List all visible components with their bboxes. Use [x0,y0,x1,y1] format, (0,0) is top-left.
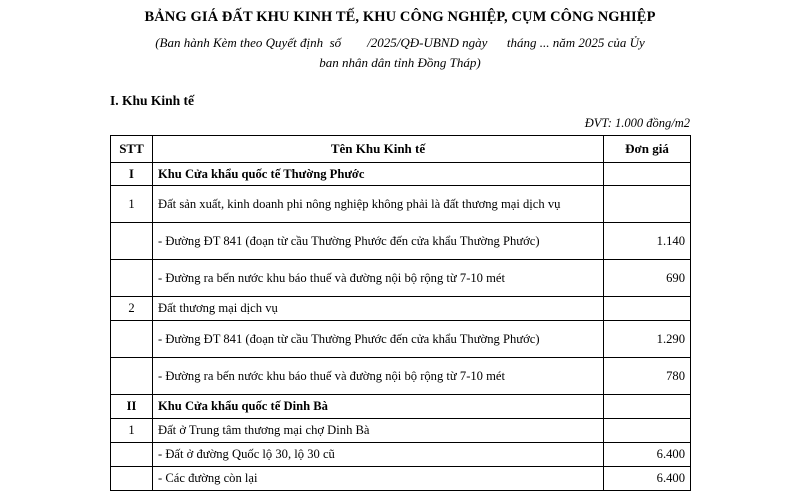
document-subtitle [110,33,690,72]
cell-name: - Đường ĐT 841 (đoạn từ cầu Thường Phước đến cửa khẩu Thường Phước) [153,321,604,358]
section-heading: I. Khu Kinh tế [110,93,195,109]
cell-price [604,395,691,419]
cell-stt [111,358,153,395]
cell-name: Đất ở Trung tâm thương mại chợ Dinh Bà [153,419,604,443]
cell-price: 780 [604,358,691,395]
table-header [111,136,691,162]
table-row [111,443,691,467]
cell-name: - Đất ở đường Quốc lộ 30, lộ 30 cũ [153,443,604,467]
cell-stt [111,443,153,467]
cell-price: 6.400 [604,443,691,467]
cell-name: Khu Cửa khẩu quốc tế Thường Phước [153,162,604,186]
table-row [111,466,691,490]
table-body [111,162,691,490]
column-header-price: Đơn giá [604,136,691,162]
column-header-stt: STT [111,136,153,162]
cell-name: Đất sản xuất, kinh doanh phi nông nghiệp không phải là đất thương mại dịch vụ [153,186,604,223]
cell-stt [111,223,153,260]
table-row [111,186,691,223]
unit-note: ĐVT: 1.000 đồng/m2 [584,116,690,131]
subtitle-line-2: ban nhân dân tỉnh Đồng Tháp) [319,54,481,70]
cell-stt [111,260,153,297]
table-row [111,395,691,419]
cell-stt: 1 [111,419,153,443]
table-row [111,419,691,443]
cell-name: - Đường ra bến nước khu báo thuế và đường nội bộ rộng từ 7-10 mét [153,358,604,395]
cell-stt [111,466,153,490]
cell-name: - Các đường còn lại [153,466,604,490]
price-table-container [110,135,690,491]
subtitle-line-1: (Ban hành Kèm theo Quyết định số /2025/QĐ-UBND ngày tháng ... năm 2025 của Ủy [155,35,645,51]
cell-price: 1.290 [604,321,691,358]
table-row [111,321,691,358]
cell-stt: I [111,162,153,186]
cell-name: - Đường ra bến nước khu báo thuế và đường nội bộ rộng từ 7-10 mét [153,260,604,297]
table-header-row [111,136,691,162]
cell-price [604,162,691,186]
cell-name: - Đường ĐT 841 (đoạn từ cầu Thường Phước đến cửa khẩu Thường Phước) [153,223,604,260]
cell-stt [111,321,153,358]
table-row [111,297,691,321]
cell-price: 1.140 [604,223,691,260]
cell-stt: II [111,395,153,419]
cell-price [604,186,691,223]
table-row [111,162,691,186]
document-page [0,9,800,485]
cell-name: Khu Cửa khẩu quốc tế Dinh Bà [153,395,604,419]
cell-price: 690 [604,260,691,297]
table-row [111,358,691,395]
table-row [111,260,691,297]
column-header-name: Tên Khu Kinh tế [153,136,604,162]
cell-stt: 2 [111,297,153,321]
table-row [111,223,691,260]
page-title: BẢNG GIÁ ĐẤT KHU KINH TẾ, KHU CÔNG NGHIỆP, CỤM CÔNG NGHIỆP [144,9,656,25]
cell-price [604,297,691,321]
cell-price [604,419,691,443]
price-table [110,135,691,491]
cell-stt: 1 [111,186,153,223]
cell-price: 6.400 [604,466,691,490]
cell-name: Đất thương mại dịch vụ [153,297,604,321]
